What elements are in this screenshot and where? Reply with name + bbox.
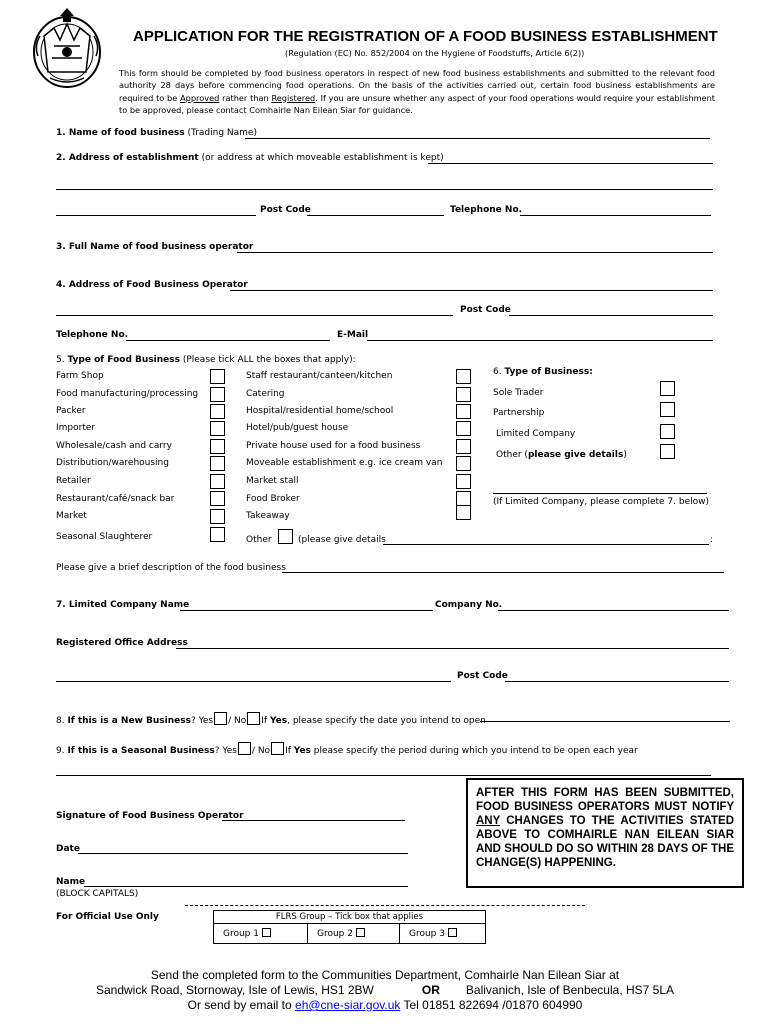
other-checkbox[interactable]	[278, 529, 293, 544]
q6-label: 6. Type of Business:	[493, 367, 593, 377]
new-business-yes-checkbox[interactable]	[214, 712, 227, 725]
food-business-option: Restaurant/café/snack bar	[56, 494, 175, 504]
description-field[interactable]	[282, 572, 724, 573]
establishment-address-field-2[interactable]	[56, 189, 713, 190]
intro-paragraph: This form should be completed by food business operators in respect of new food business establishments and submitted to the relevant food authority 28 days before commencing food operations. On the basis of the activities carried out, certain food business establishments are required to be Approved rather than Registered. If you are unsure whether any aspect of your food operations would require your establishment to be approved, please contact Comhairle Nan Eilean Siar for guidance.	[119, 68, 715, 115]
food-business-checkbox[interactable]	[456, 505, 471, 520]
official-use-divider	[185, 905, 585, 906]
flrs-group-box	[213, 910, 486, 944]
registered-postcode-label: Post Code	[457, 671, 508, 681]
food-business-option: Hospital/residential home/school	[246, 406, 394, 416]
q8-row: 8. If this is a New Business? Yes / No If Yes, please specify the date you intend to open	[56, 712, 486, 726]
food-business-option: Food Broker	[246, 494, 300, 504]
seasonal-no-checkbox[interactable]	[271, 742, 284, 755]
establishment-postcode-field[interactable]	[307, 215, 444, 216]
council-crest-logo	[30, 6, 104, 90]
date-label: Date	[56, 844, 80, 854]
postcode-label: Post Code	[260, 205, 311, 215]
other-hint: (please give details	[298, 535, 386, 545]
other-end: :	[710, 535, 714, 545]
food-business-option: Market	[56, 511, 87, 521]
food-business-checkbox[interactable]	[210, 439, 225, 454]
company-no-label: Company No.	[435, 600, 503, 610]
food-business-option: Farm Shop	[56, 371, 104, 381]
form-subtitle: (Regulation (EC) No. 852/2004 on the Hygiene of Foodstuffs, Article 6(2))	[285, 48, 585, 58]
footer-email-link[interactable]: eh@cne-siar.gov.uk	[295, 998, 401, 1012]
food-business-option: Wholesale/cash and carry	[56, 441, 172, 451]
food-business-option: Private house used for a food business	[246, 441, 421, 451]
food-business-option: Catering	[246, 389, 285, 399]
food-business-checkbox[interactable]	[456, 421, 471, 436]
registered-postcode-field[interactable]	[505, 681, 729, 682]
food-business-option: Staff restaurant/canteen/kitchen	[246, 371, 393, 381]
food-business-checkbox[interactable]	[210, 509, 225, 524]
food-business-option: Distribution/warehousing	[56, 458, 169, 468]
food-business-checkbox[interactable]	[456, 474, 471, 489]
limited-company-name-field[interactable]	[180, 610, 433, 611]
business-name-field[interactable]	[245, 138, 710, 139]
approved-text: Approved	[180, 92, 220, 103]
food-business-checkbox[interactable]	[210, 387, 225, 402]
food-business-option: Food manufacturing/processing	[56, 389, 199, 399]
food-business-checkbox[interactable]	[456, 404, 471, 419]
establishment-address-field-3[interactable]	[56, 215, 256, 216]
q5-label: 5. Type of Food Business (Please tick ALL the boxes that apply):	[56, 355, 356, 365]
establishment-address-field-1[interactable]	[428, 163, 713, 164]
q9-row: 9. If this is a Seasonal Business? Yes / No If Yes please specify the period during which you intend to be open each year	[56, 742, 638, 756]
description-label: Please give a brief description of the food business	[56, 563, 286, 573]
flrs-group-3: Group 3	[400, 924, 485, 944]
signature-label: Signature of Food Business Operator	[56, 811, 244, 821]
food-business-checkbox[interactable]	[210, 456, 225, 471]
footer-line-1: Send the completed form to the Communities Department, Comhairle Nan Eilean Siar at	[150, 968, 620, 982]
business-type-option: Sole Trader	[493, 388, 544, 398]
other-label: Other	[246, 535, 272, 545]
limited-company-note: (If Limited Company, please complete 7. below)	[493, 497, 709, 507]
seasonal-period-field[interactable]	[56, 775, 711, 776]
name-label: Name	[56, 877, 86, 887]
operator-name-field[interactable]	[237, 252, 713, 253]
food-business-checkbox[interactable]	[456, 456, 471, 471]
business-type-other: Other (please give details)	[496, 450, 627, 460]
food-business-checkbox[interactable]	[210, 421, 225, 436]
food-business-checkbox[interactable]	[210, 527, 225, 542]
business-type-other-checkbox[interactable]	[660, 444, 675, 459]
food-business-option: Market stall	[246, 476, 299, 486]
name-field[interactable]	[84, 886, 408, 887]
operator-address-field-1[interactable]	[230, 290, 713, 291]
food-business-option: Retailer	[56, 476, 91, 486]
signature-field[interactable]	[222, 820, 405, 821]
block-capitals-label: (BLOCK CAPITALS)	[56, 889, 139, 899]
notice-box: AFTER THIS FORM HAS BEEN SUBMITTED, FOOD BUSINESS OPERATORS MUST NOTIFY ANY CHANGES TO THE ACTIVITIES STATED ABOVE TO COMHAIRLE NAN EILEAN SIAR AND SHOULD DO SO WITHIN 28 DAYS OF THE CHANGE(S) HAPPENING.	[466, 778, 744, 888]
operator-address-field-2[interactable]	[56, 315, 453, 316]
company-no-field[interactable]	[498, 610, 729, 611]
flrs-group-2-checkbox[interactable]	[356, 928, 365, 937]
food-business-checkbox[interactable]	[210, 404, 225, 419]
registered-office-field-2[interactable]	[56, 681, 451, 682]
food-business-checkbox[interactable]	[210, 491, 225, 506]
new-business-no-checkbox[interactable]	[247, 712, 260, 725]
food-business-option: Packer	[56, 406, 86, 416]
operator-telephone-label: Telephone No.	[56, 330, 129, 340]
food-business-checkbox[interactable]	[456, 439, 471, 454]
flrs-header: FLRS Group – Tick box that applies	[214, 911, 485, 924]
q4-label: 4. Address of Food Business Operator	[56, 280, 248, 290]
business-type-checkbox[interactable]	[660, 402, 675, 417]
flrs-group-2: Group 2	[308, 924, 400, 944]
form-title: APPLICATION FOR THE REGISTRATION OF A FOOD BUSINESS ESTABLISHMENT	[133, 28, 718, 45]
notice-any: ANY	[476, 815, 501, 827]
footer-or: OR	[421, 983, 440, 997]
food-business-checkbox[interactable]	[456, 387, 471, 402]
q7-label: 7. Limited Company Name	[56, 600, 190, 610]
q1-label: 1. Name of food business (Trading Name)	[56, 128, 257, 138]
food-business-option: Moveable establishment e.g. ice cream van	[246, 458, 443, 468]
registered-office-field-1[interactable]	[176, 648, 729, 649]
q2-label: 2. Address of establishment (or address at which moveable establishment is kept)	[56, 153, 444, 163]
food-business-checkbox[interactable]	[456, 369, 471, 384]
flrs-group-1-checkbox[interactable]	[262, 928, 271, 937]
food-business-checkbox[interactable]	[210, 369, 225, 384]
operator-telephone-field[interactable]	[126, 340, 330, 341]
q3-label: 3. Full Name of food business operator	[56, 242, 254, 252]
food-business-option: Hotel/pub/guest house	[246, 423, 349, 433]
business-type-checkbox[interactable]	[660, 381, 675, 396]
email-field[interactable]	[367, 340, 713, 341]
registered-text: Registered	[271, 92, 316, 103]
open-date-field[interactable]	[480, 721, 730, 722]
operator-postcode-field[interactable]	[509, 315, 713, 316]
telephone-no-label: Telephone No.	[450, 205, 523, 215]
seasonal-yes-checkbox[interactable]	[238, 742, 251, 755]
business-type-option: Limited Company	[496, 429, 576, 439]
business-other-details-field[interactable]	[493, 493, 707, 494]
business-type-option: Partnership	[493, 408, 545, 418]
food-business-checkbox[interactable]	[210, 474, 225, 489]
operator-postcode-label: Post Code	[460, 305, 511, 315]
food-business-option: Importer	[56, 423, 96, 433]
email-label: E-Mail	[337, 330, 369, 340]
footer-line-3: Or send by email to eh@cne-siar.gov.uk Tel 01851 822694 /01870 604990	[187, 998, 583, 1012]
date-field[interactable]	[78, 853, 408, 854]
food-business-option: Seasonal Slaughterer	[56, 532, 153, 542]
official-use-label: For Official Use Only	[56, 912, 159, 922]
business-type-checkbox[interactable]	[660, 424, 675, 439]
flrs-group-1: Group 1	[214, 924, 308, 944]
establishment-telephone-field[interactable]	[520, 215, 711, 216]
food-business-option: Takeaway	[246, 511, 290, 521]
registered-office-label: Registered Office Address	[56, 638, 188, 648]
other-details-field[interactable]	[383, 544, 709, 545]
food-business-checkbox[interactable]	[456, 491, 471, 506]
footer-line-2: Sandwick Road, Stornoway, Isle of Lewis, HS1 2BW OR Balivanich, Isle of Benbecula, HS7 5LA	[95, 983, 675, 997]
flrs-group-3-checkbox[interactable]	[448, 928, 457, 937]
